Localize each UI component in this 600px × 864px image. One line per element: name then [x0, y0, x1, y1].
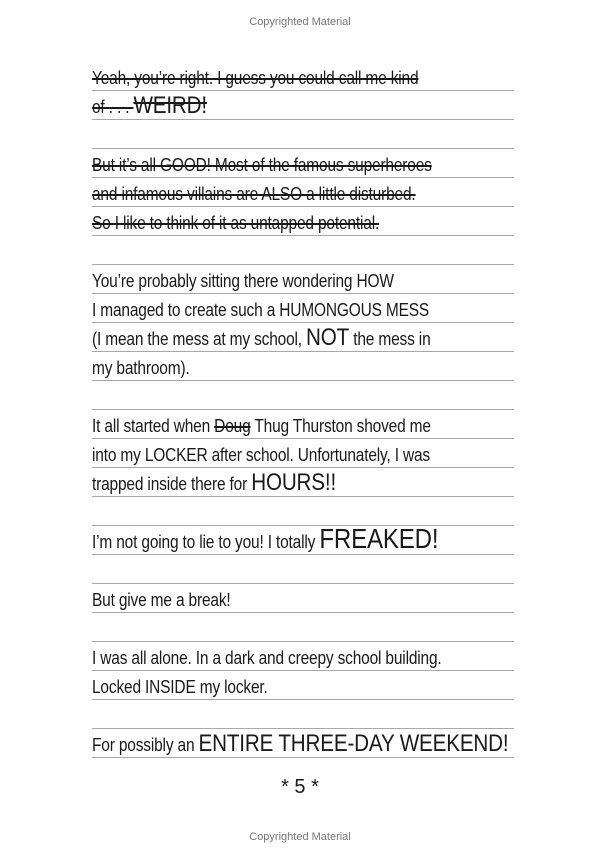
- struck-text: [92, 92, 207, 119]
- struck-text: So I like to think of it as untapped potential.: [92, 213, 380, 233]
- text: [92, 324, 431, 351]
- line: [92, 207, 514, 236]
- line: [92, 323, 514, 352]
- blank-line: [92, 613, 514, 642]
- text: the mess in: [349, 329, 431, 349]
- copyright-watermark-bottom: Copyrighted Material: [249, 831, 351, 843]
- text: my bathroom).: [92, 358, 190, 378]
- line: [92, 523, 514, 555]
- blank-line: [92, 700, 514, 729]
- page-number: * 5 *: [281, 776, 319, 798]
- line: [92, 265, 514, 294]
- text: I’m not going to lie to you! I totally: [92, 532, 320, 552]
- text: [92, 415, 431, 437]
- struck-name: Doug: [214, 416, 251, 436]
- text: [92, 523, 439, 554]
- text: of . . .: [92, 97, 134, 117]
- line: [92, 149, 514, 178]
- struck-text: But it’s all GOOD! Most of the famous superheroes: [92, 155, 432, 175]
- blank-line: [92, 555, 514, 584]
- emphasis-text: WEIRD!: [133, 92, 207, 119]
- line: [92, 642, 514, 671]
- blank-line: [92, 497, 514, 526]
- line: [92, 410, 514, 439]
- blank-line: [92, 381, 514, 410]
- line: [92, 352, 514, 381]
- line: [92, 671, 514, 700]
- emphasis-text: ENTIRE THREE-DAY WEEKEND!: [198, 730, 509, 757]
- text: I managed to create such a HUMONGOUS MESS: [92, 300, 430, 320]
- ruled-text-body: [92, 62, 514, 758]
- struck-text: and infamous villains are ALSO a little disturbed.: [92, 184, 416, 204]
- emphasis-text: FREAKED!: [319, 523, 439, 554]
- copyright-watermark-top: Copyrighted Material: [249, 16, 351, 28]
- text: You’re probably sitting there wondering HOW: [92, 271, 394, 291]
- text: It all started when: [92, 416, 215, 436]
- blank-line: [92, 120, 514, 149]
- text: trapped inside there for: [92, 474, 252, 494]
- emphasis-text: NOT: [306, 324, 350, 351]
- text: Locked INSIDE my locker.: [92, 677, 268, 697]
- text: [92, 469, 337, 496]
- line: [92, 439, 514, 468]
- line: [92, 729, 514, 758]
- line: [92, 91, 514, 120]
- text: into my LOCKER after school. Unfortunately, I was: [92, 445, 431, 465]
- text: (I mean the mess at my school,: [92, 329, 307, 349]
- line: [92, 294, 514, 323]
- emphasis-text: HOURS!!: [251, 469, 337, 496]
- struck-text: Yeah, you’re right. I guess you could call me kind: [92, 68, 419, 88]
- line: [92, 62, 514, 91]
- line: [92, 178, 514, 207]
- text: I was all alone. In a dark and creepy school building.: [92, 648, 442, 668]
- text: Thug Thurston shoved me: [250, 416, 431, 436]
- text: [92, 730, 509, 757]
- text: For possibly an: [92, 735, 199, 755]
- line: [92, 468, 514, 497]
- blank-line: [92, 236, 514, 265]
- text: But give me a break!: [92, 590, 231, 610]
- line: [92, 584, 514, 613]
